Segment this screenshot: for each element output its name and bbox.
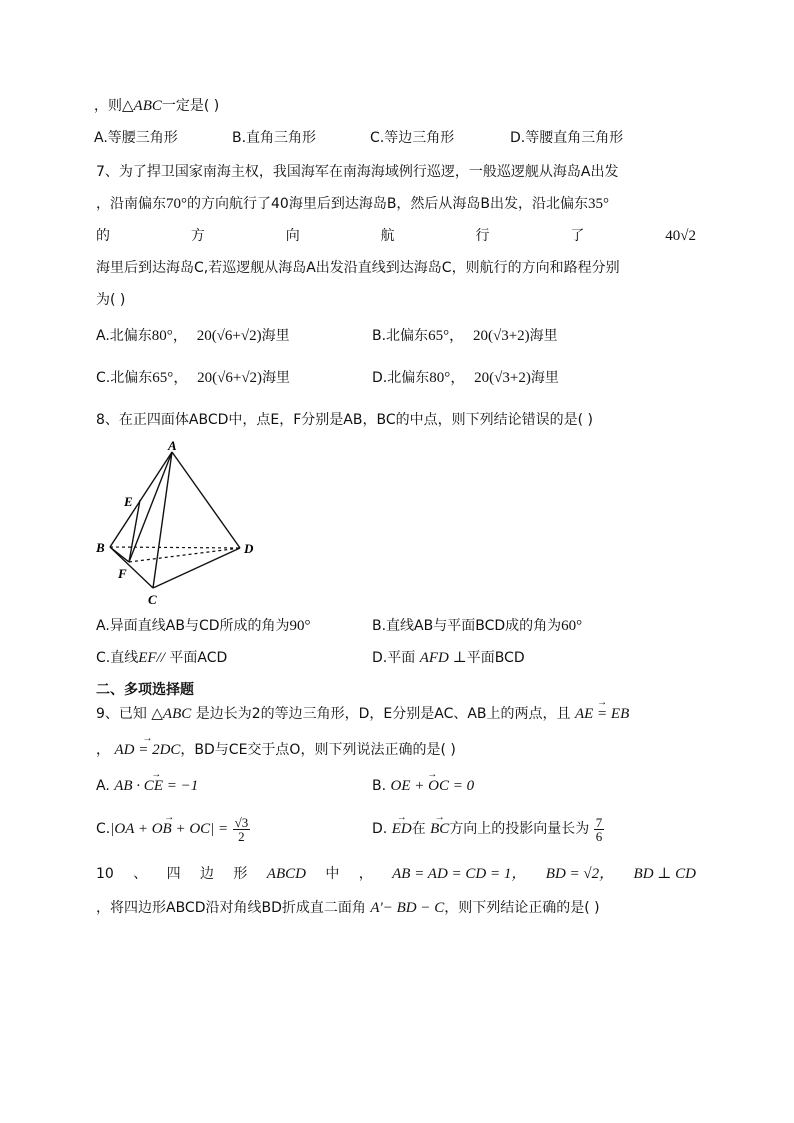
label-b: B	[96, 540, 105, 555]
q7-line5: 为( )	[96, 292, 126, 308]
label-e: E	[124, 494, 133, 509]
label-c: C	[148, 592, 157, 607]
label-a: A	[168, 438, 177, 453]
q7-distance: 40√2	[665, 228, 696, 244]
q7-line4: 海里后到达海岛C,若巡逻舰从海岛A出发沿直线到达海岛C，则航行的方向和路程分别	[96, 260, 620, 276]
q10-line2: ，将四边形ABCD沿对角线BD折成直二面角 A'− BD − C，则下列结论正确的是( )	[96, 900, 600, 916]
q7-option-a[interactable]: A.北偏东80°， 20(√6+√2)海里	[96, 328, 290, 344]
q8-stem: 8、在正四面体ABCD中，点E，F分别是AB，BC的中点，则下列结论错误的是( )	[96, 412, 593, 428]
q9-option-b[interactable]: B. → OE + OC = 0	[372, 776, 474, 796]
q8-option-b[interactable]: B.直线AB与平面BCD成的角为60°	[372, 618, 583, 634]
q9-option-a[interactable]: A. → AB · CE = −1	[96, 776, 198, 796]
section-title: 二、多项选择题	[96, 682, 194, 698]
q7-line1: 7、为了捍卫国家南海主权，我国海军在南海海域例行巡逻，一般巡逻舰从海岛A出发	[96, 164, 619, 180]
q6-option-b[interactable]: B.直角三角形	[232, 130, 317, 146]
q10-line1: 10 、 四 边 形 ABCD 中 ， AB = AD = CD = 1， BD = √2， BD ⊥ CD	[96, 866, 696, 882]
q8-option-c[interactable]: C.直线EF// 平面ACD	[96, 650, 228, 666]
tetrahedron-figure	[90, 438, 270, 610]
q7-line2: ，沿南偏东70°的方向航行了40海里后到达海岛B，然后从海岛B出发，沿北偏东35°	[96, 196, 610, 212]
q8-option-d[interactable]: D.平面 AFD ⊥平面BCD	[372, 650, 525, 666]
q9-option-d[interactable]: D. → ED在 → BC方向上的投影向量长为 $\frac{7}{6}$	[372, 812, 604, 846]
q8-option-a[interactable]: A.异面直线AB与CD所成的角为90°	[96, 618, 311, 634]
q7-option-c[interactable]: C.北偏东65°， 20(√6+√2)海里	[96, 370, 291, 386]
label-d: D	[244, 541, 254, 556]
edge-ac	[153, 452, 172, 588]
q6-stem: ，则△ABC一定是( )	[94, 98, 220, 114]
q9-option-c[interactable]: C.→ |OA + OB + OC| = $\frac{√3}{2}$	[96, 812, 250, 846]
q6-option-c[interactable]: C.等边三角形	[370, 130, 455, 146]
label-f: F	[118, 566, 127, 581]
edge-bc	[110, 547, 153, 588]
edge-bd-hidden	[110, 547, 240, 548]
q7-option-d[interactable]: D.北偏东80°， 20(√3+2)海里	[372, 370, 559, 386]
q6-option-d[interactable]: D.等腰直角三角形	[510, 130, 624, 146]
q9-line2: ， → AD = 2DC，BD与CE交于点O，则下列说法正确的是( )	[96, 740, 456, 760]
q9-line1: 9、已知 △ABC 是边长为2的等边三角形，D，E分别是AC、AB上的两点，且 → AE = EB	[96, 704, 629, 724]
q7-spread-line: 的 方 向 航 行 了 40√2	[96, 228, 696, 244]
q9-d-fraction: $\frac{7}{6}$	[595, 814, 603, 844]
q7-option-b[interactable]: B.北偏东65°， 20(√3+2)海里	[372, 328, 558, 344]
segment-bf-extra	[110, 547, 129, 562]
q9-c-fraction: $\frac{√3}{2}$	[234, 814, 249, 844]
edge-ad	[172, 452, 240, 548]
q6-option-a[interactable]: A.等腰三角形	[94, 130, 178, 146]
